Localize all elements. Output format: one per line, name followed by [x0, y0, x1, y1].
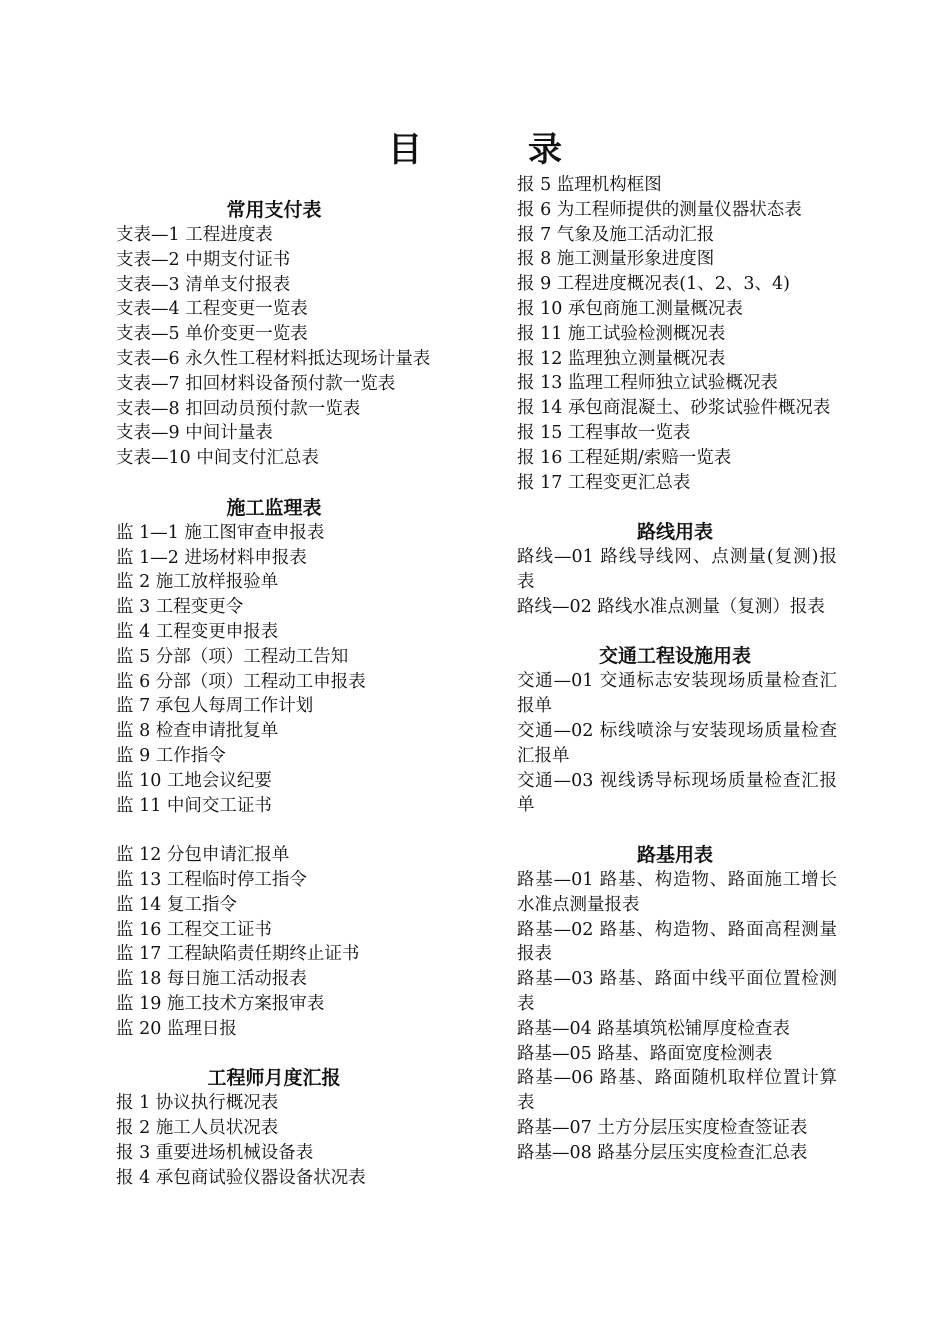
section-heading-monthly-report: 工程师月度汇报 [207, 1067, 341, 1090]
list-item: 报 9 工程进度概况表(1、2、3、4) [517, 274, 790, 295]
section-heading-traffic-facilities: 交通工程设施用表 [598, 645, 751, 668]
section-heading-subgrade: 路基用表 [636, 843, 713, 866]
list-item: 交通—02 标线喷涂与安装现场质量检查汇报单 [517, 720, 837, 766]
list-item: 报 16 工程延期/索赔一览表 [517, 447, 732, 468]
list-item: 报 6 为工程师提供的测量仪器状态表 [517, 199, 802, 220]
list-item: 监 2 施工放样报验单 [116, 572, 279, 593]
list-item: 路基—08 路基分层压实度检查汇总表 [517, 1142, 808, 1163]
list-item: 监 7 承包人每周工作计划 [116, 696, 314, 717]
list-item: 报 12 监理独立测量概况表 [517, 348, 726, 369]
list-item: 报 7 气象及施工活动汇报 [517, 224, 715, 245]
list-item: 监 11 中间交工证书 [116, 795, 272, 816]
list-item: 监 12 分包申请汇报单 [116, 845, 290, 866]
list-item: 监 18 每日施工活动报表 [116, 969, 307, 990]
list-item: 支表—8 扣回动员预付款一览表 [116, 398, 361, 419]
page-title: 目 录 [388, 130, 598, 170]
list-item: 报 1 协议执行概况表 [116, 1093, 279, 1114]
list-item: 报 2 施工人员状况表 [116, 1118, 279, 1139]
section-heading-payment: 常用支付表 [226, 199, 322, 221]
list-item: 监 3 工程变更令 [116, 597, 244, 618]
list-item: 监 20 监理日报 [116, 1018, 237, 1039]
list-item: 监 17 工程缺陷责任期终止证书 [116, 944, 360, 965]
list-item: 支表—4 工程变更一览表 [116, 299, 308, 320]
list-item: 报 11 施工试验检测概况表 [517, 323, 726, 344]
list-item: 监 8 检查申请批复单 [116, 721, 279, 742]
list-item: 支表—2 中期支付证书 [116, 249, 291, 270]
list-item: 报 15 工程事故一览表 [517, 422, 691, 443]
list-item: 路基—06 路基、路面随机取样位置计算表 [517, 1068, 837, 1114]
list-item: 支表—9 中间计量表 [116, 423, 273, 444]
list-item: 监 1—1 施工图审查申报表 [116, 522, 325, 543]
list-item: 监 5 分部（项）工程动工告知 [116, 646, 349, 667]
list-item: 支表—5 单价变更一览表 [116, 324, 308, 345]
list-item: 监 19 施工技术方案报审表 [116, 993, 325, 1014]
list-item: 路线—01 路线导线网、点测量(复测)报表 [517, 547, 837, 592]
list-item: 支表—1 工程进度表 [116, 225, 273, 245]
list-item: 交通—03 视线诱导标现场质量检查汇报单 [517, 770, 837, 816]
list-item: 交通—01 交通标志安装现场质量检查汇报单 [517, 671, 837, 717]
list-item: 路基—03 路基、路面中线平面位置检测表 [517, 969, 837, 1014]
list-item: 报 17 工程变更汇总表 [517, 472, 691, 493]
right-column [517, 173, 837, 1165]
list-item: 报 4 承包商试验仪器设备状况表 [116, 1167, 366, 1188]
list-item: 监 1—2 进场材料申报表 [116, 547, 307, 568]
list-item: 支表—3 清单支付报表 [116, 274, 291, 295]
list-item: 路基—04 路基填筑松铺厚度检查表 [517, 1018, 790, 1039]
list-item: 监 9 工作指令 [116, 745, 226, 766]
list-item: 支表—7 扣回材料设备预付款一览表 [116, 373, 396, 394]
list-item: 报 8 施工测量形象进度图 [517, 249, 715, 270]
list-item: 报 5 监理机构框图 [517, 175, 662, 195]
section-heading-supervision: 施工监理表 [226, 496, 322, 519]
list-item: 监 14 复工指令 [116, 894, 237, 915]
list-item: 报 3 重要进场机械设备表 [116, 1142, 314, 1163]
list-item: 监 10 工地会议纪要 [116, 770, 272, 791]
list-item: 监 16 工程交工证书 [116, 919, 272, 940]
list-item: 支表—6 永久性工程材料抵达现场计量表 [116, 348, 431, 369]
list-item: 监 13 工程临时停工指令 [116, 869, 307, 890]
list-item: 监 6 分部（项）工程动工申报表 [116, 671, 366, 692]
list-item: 路线—02 路线水准点测量（复测）报表 [517, 596, 825, 617]
left-column [116, 198, 438, 1190]
section-heading-route: 路线用表 [636, 521, 713, 544]
list-item: 监 4 工程变更申报表 [116, 621, 279, 642]
list-item: 报 13 监理工程师独立试验概况表 [517, 373, 778, 394]
list-item: 路基—05 路基、路面宽度检测表 [517, 1043, 773, 1064]
list-item: 路基—07 土方分层压实度检查签证表 [517, 1117, 808, 1138]
list-item: 支表—10 中间支付汇总表 [116, 448, 319, 469]
list-item: 路基—01 路基、构造物、路面施工增长水准点测量报表 [517, 869, 837, 915]
list-item: 报 10 承包商施工测量概况表 [517, 298, 743, 319]
list-item: 路基—02 路基、构造物、路面高程测量报表 [517, 919, 837, 965]
list-item: 报 14 承包商混凝土、砂浆试验件概况表 [517, 398, 831, 419]
